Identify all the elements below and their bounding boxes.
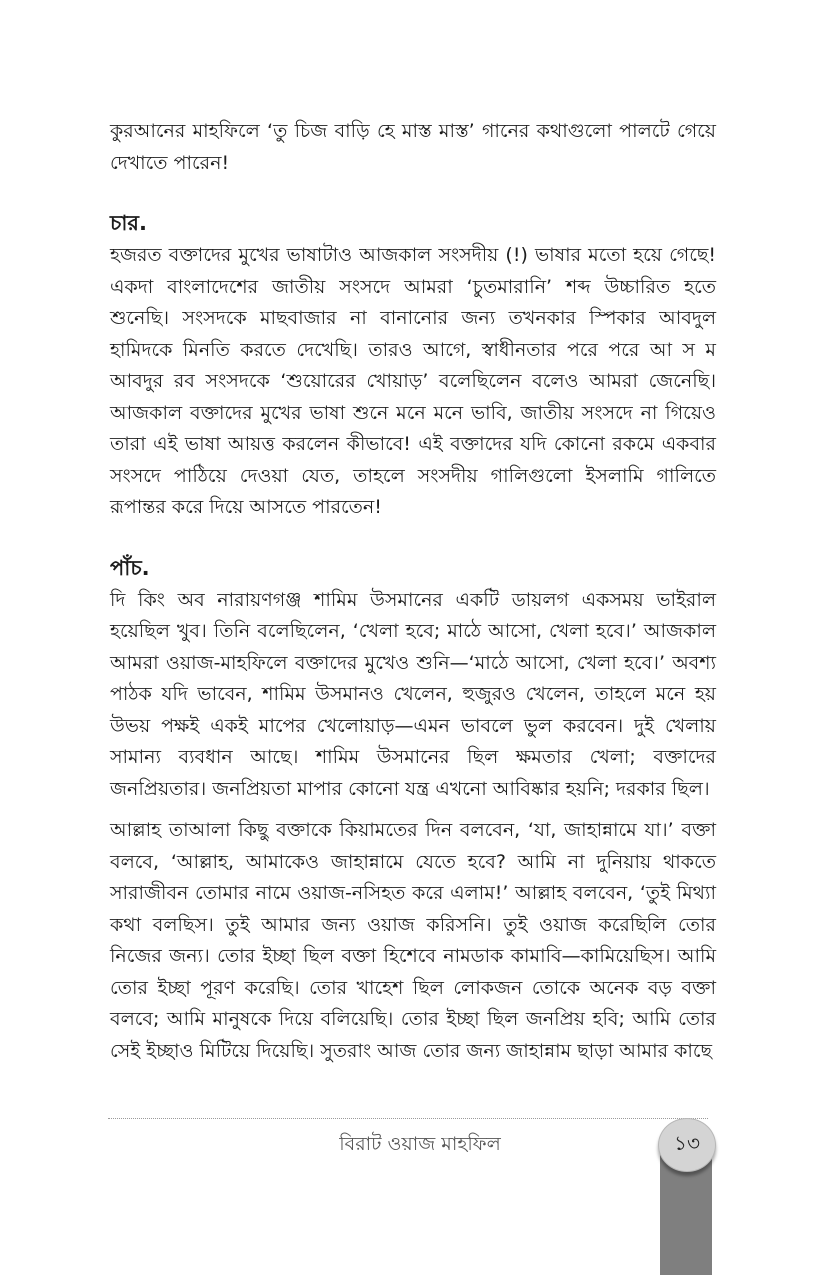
running-footer-title: বিরাট ওয়াজ মাহফিল	[339, 1133, 501, 1155]
section-heading-five: পাঁচ.	[110, 555, 150, 580]
page-number: ১৩	[674, 1130, 700, 1155]
footer-divider	[108, 1118, 708, 1119]
section-five-paragraph-two: আল্লাহ তাআলা কিছু বক্তাকে কিয়ামতের দিন বলবেন, ‘যা, জাহান্নামে যা।’ বক্তা বলবে, ‘আল্লাহ, আমাকেও জাহান্নামে যেতে হবে? আমি না দুনিয়ায় থাকতে সারাজীবন তোমার নামে ওয়াজ-নসিহত করে এলাম!’ আল্লাহ বলবেন, ‘তুই মিথ্যা কথা বলছিস। তুই আমার জন্য ওয়াজ করিসনি। তুই ওয়াজ করেছিলি তোর নিজের জন্য। তোর ইচ্ছা ছিল বক্তা হিশেবে নামডাক কামাবি—কামিয়েছিস। আমি তোর ইচ্ছা পূরণ করেছি। তোর খাহেশ ছিল লোকজন তোকে অনেক বড় বক্তা বলবে; আমি মানুষকে দিয়ে বলিয়েছি। তোর ইচ্ছা ছিল জনপ্রিয় হবি; আমি তোর সেই ইচ্ছাও মিটিয়ে দিয়েছি। সুতরাং আজ তোর জন্য জাহান্নাম ছাড়া আমার কাছে	[110, 819, 716, 1062]
page-number-badge	[658, 1118, 716, 1172]
section-five-paragraph-one: দি কিং অব নারায়ণগঞ্জ শামিম উসমানের একটি ডায়লগ একসময় ভাইরাল হয়েছিল খুব। তিনি বলেছিলেন, ‘খেলা হবে; মাঠে আসো, খেলা হবে।’ আজকাল আমরা ওয়াজ-মাহফিলে বক্তাদের মুখেও শুনি—‘মাঠে আসো, খেলা হবে।’ অবশ্য পাঠক যদি ভাবেন, শামিম উসমানও খেলেন, হুজুরও খেলেন, তাহলে মনে হয় উভয় পক্ষই একই মাপের খেলোয়াড়—এমন ভাবলে ভুল করবেন। দুই খেলায় সামান্য ব্যবধান আছে। শামিম উসমানের ছিল ক্ষমতার খেলা; বক্তাদের জনপ্রিয়তার। জনপ্রিয়তা মাপার কোনো যন্ত্র এখনো আবিষ্কার হয়নি; দরকার ছিল।	[110, 588, 716, 800]
page-body	[110, 116, 716, 1067]
section-heading-four: চার.	[110, 211, 147, 235]
intro-paragraph: কুরআনের মাহফিলে ‘তু চিজ বাড়ি হে মাস্ত মাস্ত’ গানের কথাগুলো পালটে গেয়ে দেখাতে পারেন!	[110, 120, 716, 174]
section-four-paragraph: হজরত বক্তাদের মুখের ভাষাটাও আজকাল সংসদীয় (!) ভাষার মতো হয়ে গেছে! একদা বাংলাদেশের জাতীয় সংসদে আমরা ‘চুতমারানি’ শব্দ উচ্চারিত হতে শুনেছি। সংসদকে মাছবাজার না বানানোর জন্য তখনকার স্পিকার আবদুল হামিদকে মিনতি করতে দেখেছি। তারও আগে, স্বাধীনতার পরে পরে আ স ম আবদুর রব সংসদকে ‘শুয়োরের খোয়াড়’ বলেছিলেন বলেও আমরা জেনেছি। আজকাল বক্তাদের মুখের ভাষা শুনে মনে মনে ভাবি, জাতীয় সংসদে না গিয়েও তারা এই ভাষা আয়ত্ত করলেন কীভাবে! এই বক্তাদের যদি কোনো রকমে একবার সংসদে পাঠিয়ে দেওয়া যেত, তাহলে সংসদীয় গালিগুলো ইসলামি গালিতে রূপান্তর করে দিয়ে আসতে পারতেন!	[110, 244, 716, 518]
